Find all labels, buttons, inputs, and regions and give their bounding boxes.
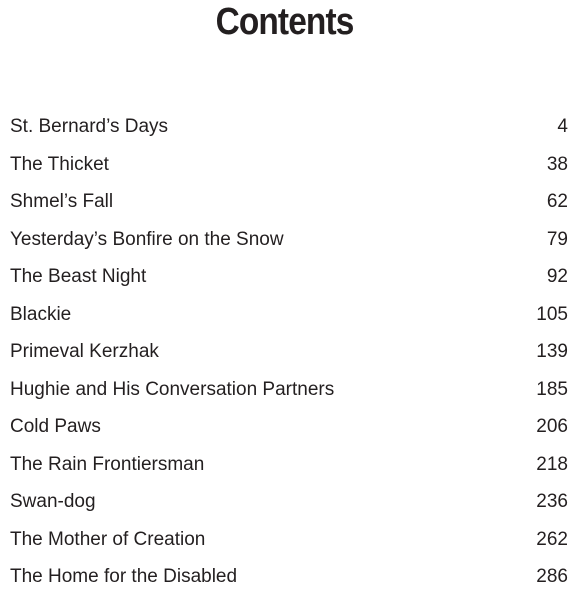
toc-entry bbox=[10, 150, 568, 188]
chapter-title: Blackie bbox=[10, 303, 72, 325]
toc-entry bbox=[10, 225, 568, 263]
page-number: 139 bbox=[536, 341, 568, 362]
chapter-title: Yesterday’s Bonfire on the Snow bbox=[10, 228, 284, 250]
toc-entry bbox=[10, 187, 568, 225]
page-number: 206 bbox=[536, 416, 568, 437]
chapter-title: The Home for the Disabled bbox=[10, 566, 238, 587]
toc-entry bbox=[10, 525, 568, 563]
chapter-title: The Mother of Creation bbox=[10, 528, 206, 550]
page-number: 236 bbox=[536, 491, 568, 512]
chapter-title: Primeval Kerzhak bbox=[10, 341, 159, 362]
chapter-title: Cold Paws bbox=[10, 416, 101, 437]
toc-entry bbox=[10, 337, 568, 375]
toc-entry bbox=[10, 562, 568, 600]
page-number: 105 bbox=[536, 303, 568, 325]
page-number: 92 bbox=[546, 266, 568, 287]
toc-entry bbox=[10, 412, 568, 450]
chapter-title: The Thicket bbox=[10, 153, 109, 175]
toc-entry bbox=[10, 450, 568, 488]
toc-entry bbox=[10, 487, 568, 525]
chapter-title: St. Bernard’s Days bbox=[10, 116, 169, 137]
chapter-title: Hughie and His Conversation Partners bbox=[10, 378, 335, 400]
toc-entry bbox=[10, 300, 568, 338]
page-number: 218 bbox=[536, 453, 568, 475]
toc-entry bbox=[10, 375, 568, 413]
toc-entry bbox=[10, 262, 568, 300]
page-number: 4 bbox=[557, 116, 568, 137]
page-title: Contents bbox=[215, 1, 354, 43]
page-number: 62 bbox=[546, 191, 568, 212]
table-of-contents bbox=[10, 112, 568, 600]
chapter-title: The Beast Night bbox=[10, 266, 147, 287]
page-number: 286 bbox=[536, 566, 568, 587]
chapter-title: The Rain Frontiersman bbox=[10, 453, 205, 475]
page-number: 38 bbox=[546, 153, 568, 175]
page-number: 185 bbox=[536, 378, 568, 400]
chapter-title: Shmel’s Fall bbox=[10, 191, 114, 212]
chapter-title: Swan-dog bbox=[10, 491, 96, 512]
page-number: 79 bbox=[546, 228, 568, 250]
toc-entry bbox=[10, 112, 568, 150]
page-number: 262 bbox=[536, 528, 568, 550]
